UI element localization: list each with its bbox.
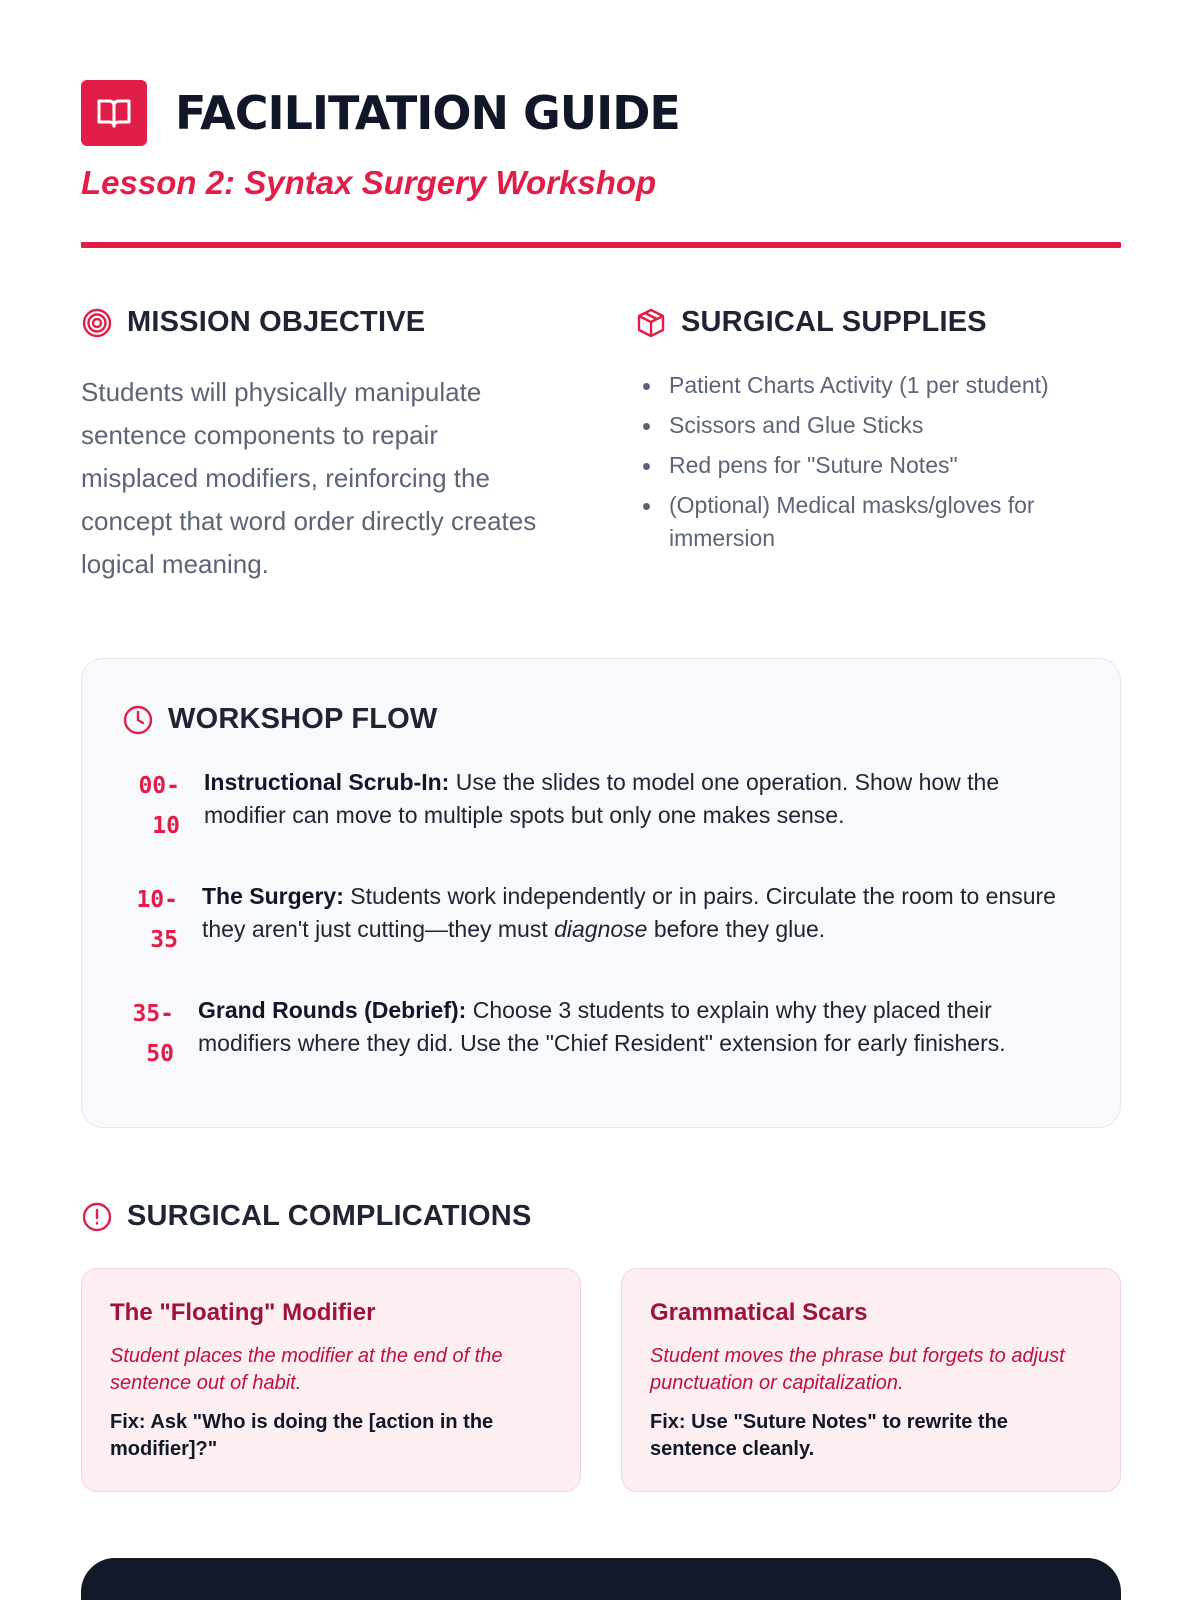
header <box>81 80 1121 146</box>
complication-fix: Fix: Use "Suture Notes" to rewrite the sentence cleanly. <box>650 1411 1008 1460</box>
lesson-subtitle: Lesson 2: Syntax Surgery Workshop <box>81 164 657 201</box>
flow-time-end: 10 <box>152 813 180 839</box>
flow-time <box>122 880 178 960</box>
complications-cards <box>81 1268 1121 1492</box>
flow-label: Instructional Scrub-In: <box>204 769 450 795</box>
page-title: FACILITATION GUIDE <box>175 86 680 140</box>
flow-time-end: 35 <box>150 927 178 953</box>
header-divider <box>81 242 1121 248</box>
list-item: Scissors and Glue Sticks <box>635 409 1121 442</box>
flow-item <box>122 994 1080 1074</box>
open-book-icon <box>81 80 147 146</box>
footer-banner <box>81 1558 1121 1600</box>
flow-heading: WORKSHOP FLOW <box>168 703 438 735</box>
flow-time-start: 00- <box>138 773 180 799</box>
alert-circle-icon <box>81 1201 113 1233</box>
mission-section <box>81 306 551 586</box>
list-item: (Optional) Medical masks/gloves for immersion <box>635 489 1121 555</box>
flow-label: Grand Rounds (Debrief): <box>198 997 467 1023</box>
supplies-list <box>635 369 1121 555</box>
mission-heading: MISSION OBJECTIVE <box>127 306 426 338</box>
flow-list <box>122 766 1080 1074</box>
package-icon <box>635 307 667 339</box>
flow-description <box>180 766 1080 846</box>
flow-item <box>122 766 1080 846</box>
page <box>81 80 1121 606</box>
flow-time-start: 10- <box>136 887 178 913</box>
mission-heading-row <box>81 306 551 339</box>
supplies-heading: SURGICAL SUPPLIES <box>681 306 987 338</box>
complication-card <box>621 1268 1121 1492</box>
flow-emphasis: diagnose <box>554 916 648 942</box>
clock-icon <box>122 704 154 736</box>
list-item: Red pens for "Suture Notes" <box>635 449 1121 482</box>
complication-title: Grammatical Scars <box>650 1299 868 1326</box>
flow-heading-row <box>122 703 1080 736</box>
complication-fix: Fix: Ask "Who is doing the [action in the modifier]?" <box>110 1411 494 1460</box>
complication-title: The "Floating" Modifier <box>110 1299 376 1326</box>
workshop-flow-card <box>81 658 1121 1128</box>
flow-time <box>122 766 180 846</box>
complications-heading: SURGICAL COMPLICATIONS <box>127 1200 532 1232</box>
flow-text: Choose 3 students to explain why they placed their modifiers where they did. Use the "Chief Resident" extension for early finishers. <box>198 997 1006 1056</box>
flow-item <box>122 880 1080 960</box>
flow-time <box>122 994 174 1074</box>
supplies-heading-row <box>635 306 1121 339</box>
list-item: Patient Charts Activity (1 per student) <box>635 369 1121 402</box>
mission-text: Students will physically manipulate sentence components to repair misplaced modifiers, reinforcing the concept that word order directly creates logical meaning. <box>81 377 537 579</box>
flow-text: Use the slides to model one operation. Show how the modifier can move to multiple spots but only one makes sense. <box>204 769 1000 828</box>
flow-description <box>174 994 1080 1074</box>
flow-text: Students work independently or in pairs. Circulate the room to ensure they aren't just cutting—they must <box>202 883 1056 942</box>
complications-heading-row <box>81 1200 532 1233</box>
supplies-section <box>635 306 1121 562</box>
flow-time-start: 35- <box>132 1001 174 1027</box>
complication-case: Student moves the phrase but forgets to adjust punctuation or capitalization. <box>650 1345 1065 1394</box>
flow-label: The Surgery: <box>202 883 344 909</box>
complication-case: Student places the modifier at the end of the sentence out of habit. <box>110 1345 503 1394</box>
flow-time-end: 50 <box>146 1041 174 1067</box>
overview-columns <box>81 306 1121 606</box>
flow-description <box>178 880 1080 960</box>
flow-text: before they glue. <box>647 916 826 942</box>
complication-card <box>81 1268 581 1492</box>
target-icon <box>81 307 113 339</box>
